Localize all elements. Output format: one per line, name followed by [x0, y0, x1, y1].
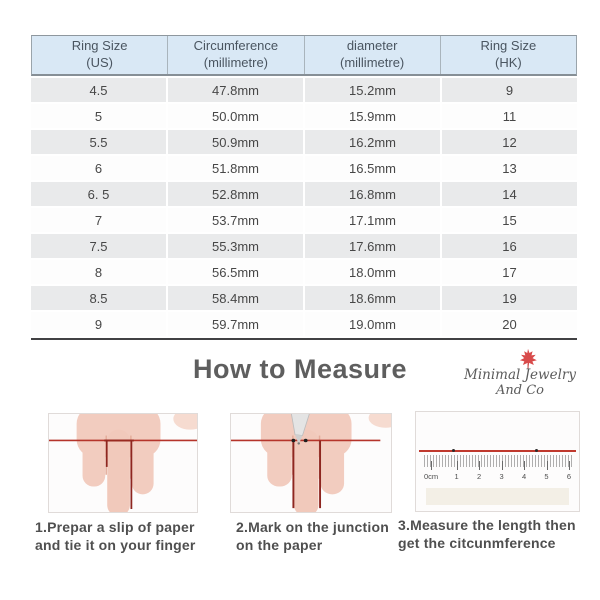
table-cell: 51.8mm: [168, 156, 303, 180]
header-circumference: [168, 36, 304, 74]
table-header-row: [31, 35, 577, 76]
table-cell: 52.8mm: [168, 182, 303, 206]
step2-caption: [236, 518, 389, 554]
table-cell: 16.8mm: [305, 182, 440, 206]
table-cell: 15.9mm: [305, 104, 440, 128]
table-cell: 8.5: [31, 286, 166, 310]
table-cell: 14: [442, 182, 577, 206]
table-cell: 13: [442, 156, 577, 180]
table-row: [31, 234, 577, 258]
table-cell: 4.5: [31, 78, 166, 102]
table-row: [31, 130, 577, 154]
table-row: [31, 260, 577, 284]
hand-with-pen-image: [231, 414, 391, 512]
table-cell: 6: [31, 156, 166, 180]
section-title: How to Measure: [192, 354, 408, 384]
step3-illustration: [415, 411, 580, 512]
table-row: [31, 156, 577, 180]
header-line: (HK): [495, 55, 522, 70]
logo-text-line2: And Co: [496, 383, 544, 398]
table-cell: 19.0mm: [305, 312, 440, 336]
table-cell: 17.1mm: [305, 208, 440, 232]
logo-text-line1: Minimal Jewelry: [464, 367, 576, 383]
table-cell: 15: [442, 208, 577, 232]
table-row: [31, 312, 577, 336]
table-row: [31, 208, 577, 232]
table-row: [31, 182, 577, 206]
table-cell: 55.3mm: [168, 234, 303, 258]
step3-caption: [398, 516, 576, 552]
table-row: [31, 78, 577, 102]
ruler-label: 6: [566, 472, 572, 481]
header-line: Circumference: [193, 38, 279, 54]
ruler-body: [426, 488, 569, 505]
table-cell: 7.5: [31, 234, 166, 258]
table-cell: 18.6mm: [305, 286, 440, 310]
header-diameter: [305, 36, 441, 74]
caption-line: get the citcunmference: [398, 535, 556, 551]
caption-line: on the paper: [236, 537, 323, 553]
mark-dot: [535, 449, 538, 452]
header-line: (millimetre): [203, 55, 269, 70]
table-cell: 18.0mm: [305, 260, 440, 284]
caption-line: and tie it on your finger: [35, 537, 196, 553]
table-cell: 56.5mm: [168, 260, 303, 284]
table-cell: 12: [442, 130, 577, 154]
table-cell: 8: [31, 260, 166, 284]
ruler-tick-band: [424, 455, 574, 467]
header-hk-size: [441, 36, 576, 74]
table-bottom-rule: [31, 338, 577, 340]
table-cell: 50.9mm: [168, 130, 303, 154]
table-cell: 58.4mm: [168, 286, 303, 310]
table-cell: 5: [31, 104, 166, 128]
mark-dot: [452, 449, 455, 452]
header-us-size: [32, 36, 168, 74]
table-cell: 15.2mm: [305, 78, 440, 102]
table-row: [31, 286, 577, 310]
ruler-label: 5: [544, 472, 549, 481]
table-cell: 47.8mm: [168, 78, 303, 102]
header-line: diameter: [346, 38, 398, 54]
ruler-label: 2: [477, 472, 482, 481]
table-cell: 16.5mm: [305, 156, 440, 180]
ruler-label: 0cm: [424, 472, 439, 481]
table-cell: 9: [442, 78, 577, 102]
table-cell: 9: [31, 312, 166, 336]
ruler-label: 1: [454, 472, 459, 481]
string-on-ruler: [419, 450, 576, 452]
table-cell: 6. 5: [31, 182, 166, 206]
step1-caption: [35, 518, 196, 554]
ruler-label: 4: [521, 472, 527, 481]
table-cell: 50.0mm: [168, 104, 303, 128]
step2-illustration: [230, 413, 392, 513]
hand-with-string-image: [49, 414, 197, 512]
ruler-scale: [424, 472, 573, 481]
caption-line: 2.Mark on the junction: [236, 519, 389, 535]
ruler-label: 3: [499, 472, 504, 481]
ring-size-table: [31, 35, 577, 340]
table-row: [31, 104, 577, 128]
header-line: Ring Size: [71, 38, 128, 54]
header-line: (US): [86, 55, 113, 70]
table-cell: 17: [442, 260, 577, 284]
table-cell: 7: [31, 208, 166, 232]
table-cell: 5.5: [31, 130, 166, 154]
caption-line: 3.Measure the length then: [398, 517, 576, 533]
table-cell: 20: [442, 312, 577, 336]
brand-logo: [445, 348, 595, 398]
table-cell: 19: [442, 286, 577, 310]
table-cell: 11: [442, 104, 577, 128]
table-cell: 17.6mm: [305, 234, 440, 258]
table-cell: 59.7mm: [168, 312, 303, 336]
table-cell: 16: [442, 234, 577, 258]
step1-illustration: [48, 413, 198, 513]
table-cell: 53.7mm: [168, 208, 303, 232]
header-line: (millimetre): [339, 55, 405, 70]
table-cell: 16.2mm: [305, 130, 440, 154]
caption-line: 1.Prepar a slip of paper: [35, 519, 195, 535]
header-line: Ring Size: [480, 38, 537, 54]
